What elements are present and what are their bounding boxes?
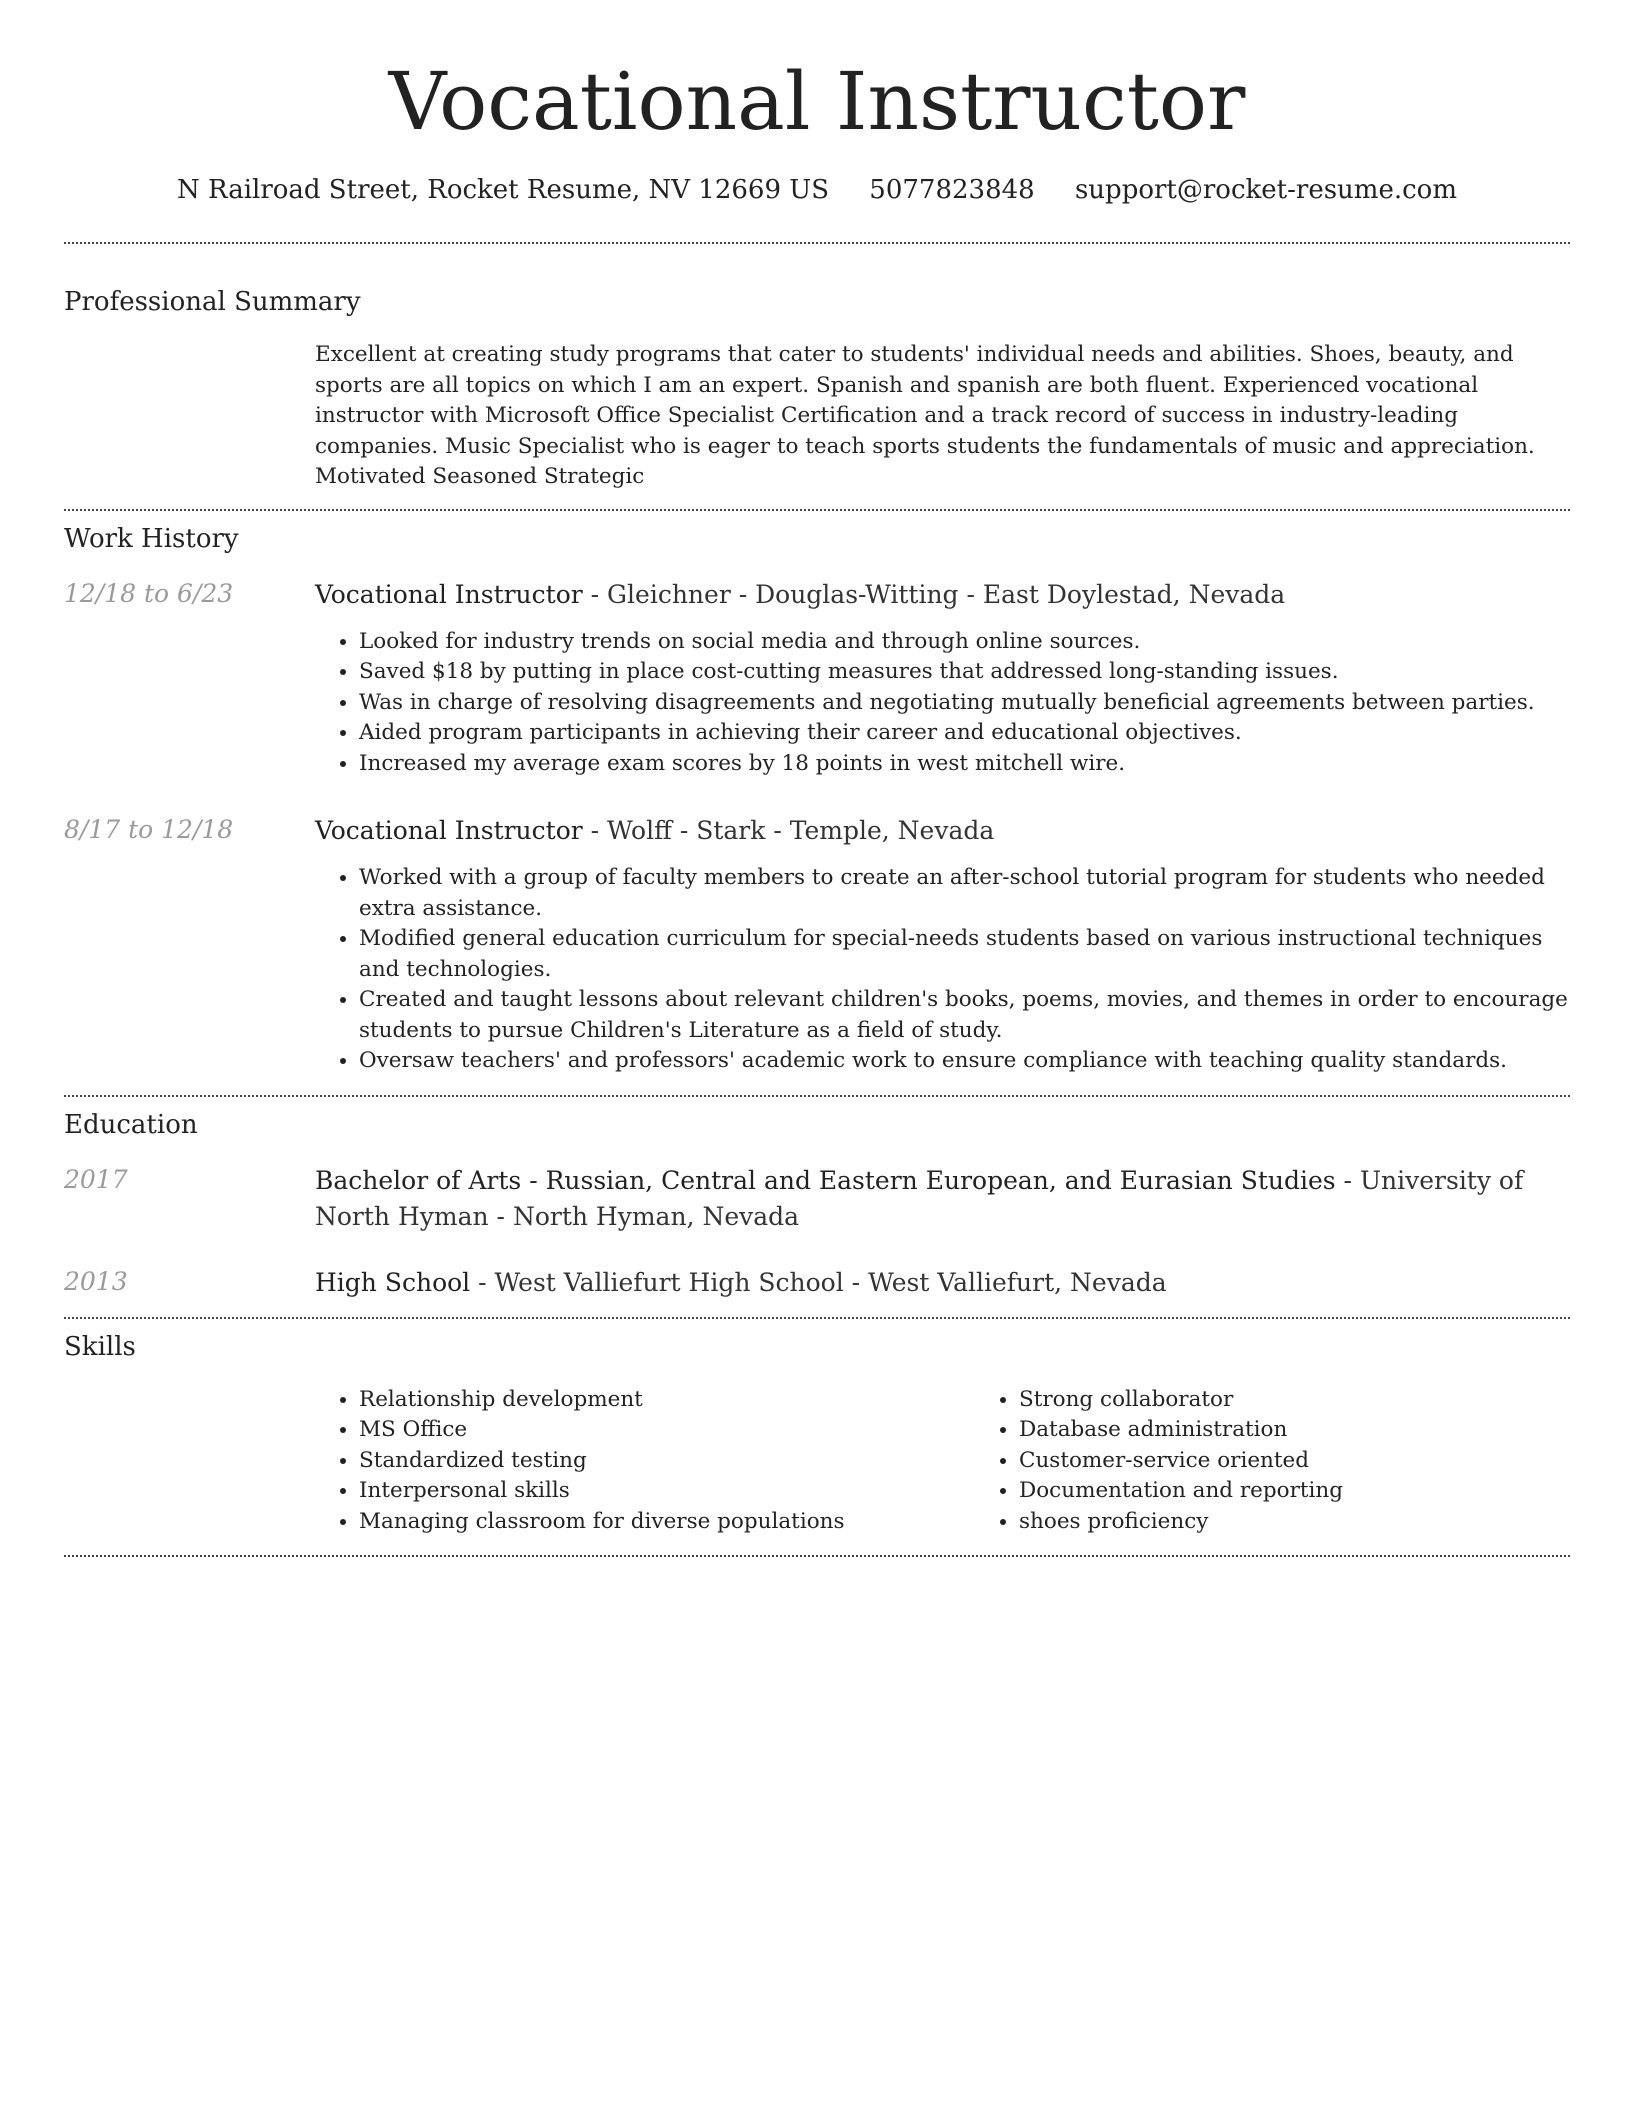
education-year: 2013: [64, 1266, 128, 1296]
contact-line: [64, 172, 1570, 208]
skill-item: • Database administration: [1019, 1415, 1632, 1446]
summary-spacer: [64, 340, 315, 493]
skills-list-right: [975, 1385, 1632, 1538]
divider: [64, 509, 1570, 511]
job-dates: 12/18 to 6/23: [64, 578, 234, 608]
divider: [64, 1555, 1570, 1557]
job-entry: [64, 577, 1570, 780]
summary-text: Excellent at creating study programs that cater to students' individual needs and abilities. Shoes, beauty, and sports are all topics on which I am an expert. Spanish and spanish are both fluent. Experienced vocational instructor with Microsoft Office Specialist Certification and a track record of success in industry-leading companies. Music Specialist who is eager to teach sports students the fundamentals of music and appreciation. Motivated Seasoned Strategic: [315, 342, 1535, 489]
divider: [64, 1095, 1570, 1097]
job-bullet: • Modified general education curriculum for special-needs students based on various instructional techniques and technologies.: [359, 924, 1570, 985]
job-bullets: [315, 627, 1570, 780]
education-details: - West Valliefurt High School - West Valliefurt, Nevada: [470, 1267, 1167, 1297]
section-title-work: Work History: [64, 523, 239, 554]
skills-columns: [315, 1385, 1632, 1538]
summary-row: [64, 340, 1570, 493]
skills-spacer: [64, 1385, 315, 1538]
education-degree: High School: [315, 1267, 471, 1297]
job-entry: [64, 813, 1570, 1077]
skill-item: • shoes proficiency: [1019, 1507, 1632, 1538]
job-content: [315, 813, 1570, 1077]
contact-phone: 5077823848: [869, 175, 1035, 205]
job-role: Vocational Instructor: [315, 816, 583, 845]
job-details: - Gleichner - Douglas-Witting - East Doylestad, Nevada: [582, 579, 1286, 609]
resume-page: [64, 0, 1570, 1557]
job-bullet: • Increased my average exam scores by 18 points in west mitchell wire.: [359, 749, 1570, 780]
education-content: [315, 1163, 1570, 1235]
skill-item: • Standardized testing: [359, 1446, 975, 1477]
skill-item: • Managing classroom for diverse populations: [359, 1507, 975, 1538]
education-title: [315, 1265, 1570, 1301]
job-dates: 8/17 to 12/18: [64, 815, 234, 844]
education-degree: Bachelor of Arts - Russian, Central and Eastern European, and Eurasian Studies: [315, 1165, 1336, 1195]
job-details: - Wolff - Stark - Temple, Nevada: [582, 816, 995, 845]
job-bullets: [315, 863, 1570, 1077]
skill-item: • Strong collaborator: [1019, 1385, 1632, 1416]
section-title-summary: Professional Summary: [64, 287, 361, 317]
job-bullet: • Saved $18 by putting in place cost-cutting measures that addressed long-standing issues.: [359, 657, 1570, 688]
education-details: - University of North Hyman - North Hyman, Nevada: [315, 1165, 1524, 1231]
job-bullet: • Oversaw teachers' and professors' academic work to ensure compliance with teaching quality standards.: [359, 1046, 1570, 1077]
job-bullet: • Was in charge of resolving disagreements and negotiating mutually beneficial agreements between parties.: [359, 688, 1570, 719]
job-role: Vocational Instructor: [315, 579, 583, 609]
education-content: [315, 1265, 1570, 1301]
skill-item: • Documentation and reporting: [1019, 1476, 1632, 1507]
divider: [64, 242, 1570, 244]
job-bullet: • Worked with a group of faculty members to create an after-school tutorial program for students who needed extra assistance.: [359, 863, 1570, 924]
job-bullet: • Aided program participants in achieving their career and educational objectives.: [359, 718, 1570, 749]
job-bullet: • Created and taught lessons about relevant children's books, poems, movies, and themes in order to encourage students to pursue Children's Literature as a field of study.: [359, 985, 1570, 1046]
job-title: [315, 577, 1570, 613]
divider: [64, 1317, 1570, 1319]
skill-item: • Interpersonal skills: [359, 1476, 975, 1507]
job-bullet: • Looked for industry trends on social media and through online sources.: [359, 627, 1570, 658]
skills-list-left: [315, 1385, 975, 1538]
resume-name: Vocational Instructor: [388, 55, 1246, 148]
section-title-skills: Skills: [64, 1331, 136, 1362]
skill-item: • Customer-service oriented: [1019, 1446, 1632, 1477]
skills-row: [64, 1385, 1570, 1538]
skill-item: • MS Office: [359, 1415, 975, 1446]
education-entry: [64, 1265, 1570, 1301]
contact-email: support@rocket-resume.com: [1074, 175, 1457, 205]
education-year: 2017: [64, 1164, 128, 1194]
education-title: [315, 1163, 1570, 1235]
job-content: [315, 577, 1570, 780]
contact-address: N Railroad Street, Rocket Resume, NV 12669 US: [177, 175, 830, 205]
job-title: [315, 813, 1570, 849]
education-entry: [64, 1163, 1570, 1235]
skill-item: • Relationship development: [359, 1385, 975, 1416]
section-title-education: Education: [64, 1109, 198, 1140]
